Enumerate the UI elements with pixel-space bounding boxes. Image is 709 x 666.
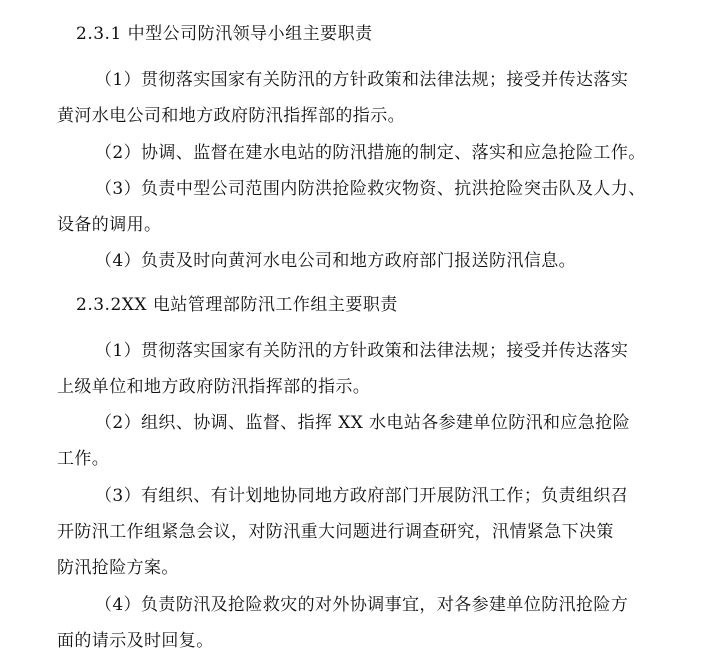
paragraph-6-line-1: （2）组织、协调、监督、指挥 XX 水电站各参建单位防汛和应急抢险	[95, 413, 631, 433]
paragraph-7-line-3: 防汛抢险方案。	[57, 558, 179, 578]
paragraph-7	[57, 478, 676, 586]
paragraph-8-line-1: （4）负责防汛及抢险救灾的对外协调事宜，对各参建单位防汛抢险方	[95, 595, 629, 615]
paragraph-5-line-2: 上级单位和地方政府防汛指挥部的指示。	[57, 377, 371, 397]
paragraph-8-line-2: 面的请示及时回复。	[57, 631, 214, 651]
paragraph-6	[57, 405, 676, 477]
paragraph-3-line-2: 设备的调用。	[57, 215, 162, 235]
paragraph-3	[57, 171, 676, 243]
paragraph-2: （2）协调、监督在建水电站的防汛措施的制定、落实和应急抢险工作。	[95, 143, 646, 163]
paragraph-1-line-1: （1）贯彻落实国家有关防汛的方针政策和法律法规；接受并传达落实	[95, 70, 629, 90]
paragraph-5	[57, 333, 676, 405]
section-heading-2-3-2: 2.3.2XX 电站管理部防汛工作组主要职责	[76, 295, 398, 315]
section-heading-2-3-1: 2.3.1 中型公司防汛领导小组主要职责	[76, 24, 373, 44]
paragraph-7-line-1: （3）有组织、有计划地协同地方政府部门开展防汛工作；负责组织召	[95, 486, 629, 506]
paragraph-7-line-2: 开防汛工作组紧急会议，对防汛重大问题进行调查研究，汛情紧急下决策	[57, 522, 614, 542]
paragraph-1	[57, 62, 676, 134]
paragraph-4: （4）负责及时向黄河水电公司和地方政府部门报送防汛信息。	[95, 251, 577, 271]
paragraph-8	[57, 587, 676, 659]
paragraph-5-line-1: （1）贯彻落实国家有关防汛的方针政策和法律法规；接受并传达落实	[95, 341, 629, 361]
paragraph-1-line-2: 黄河水电公司和地方政府防汛指挥部的指示。	[57, 106, 405, 126]
paragraph-6-line-2: 工作。	[57, 449, 110, 469]
paragraph-3-line-1: （3）负责中型公司范围内防洪抢险救灾物资、抗洪抢险突击队及人力、	[95, 179, 646, 199]
